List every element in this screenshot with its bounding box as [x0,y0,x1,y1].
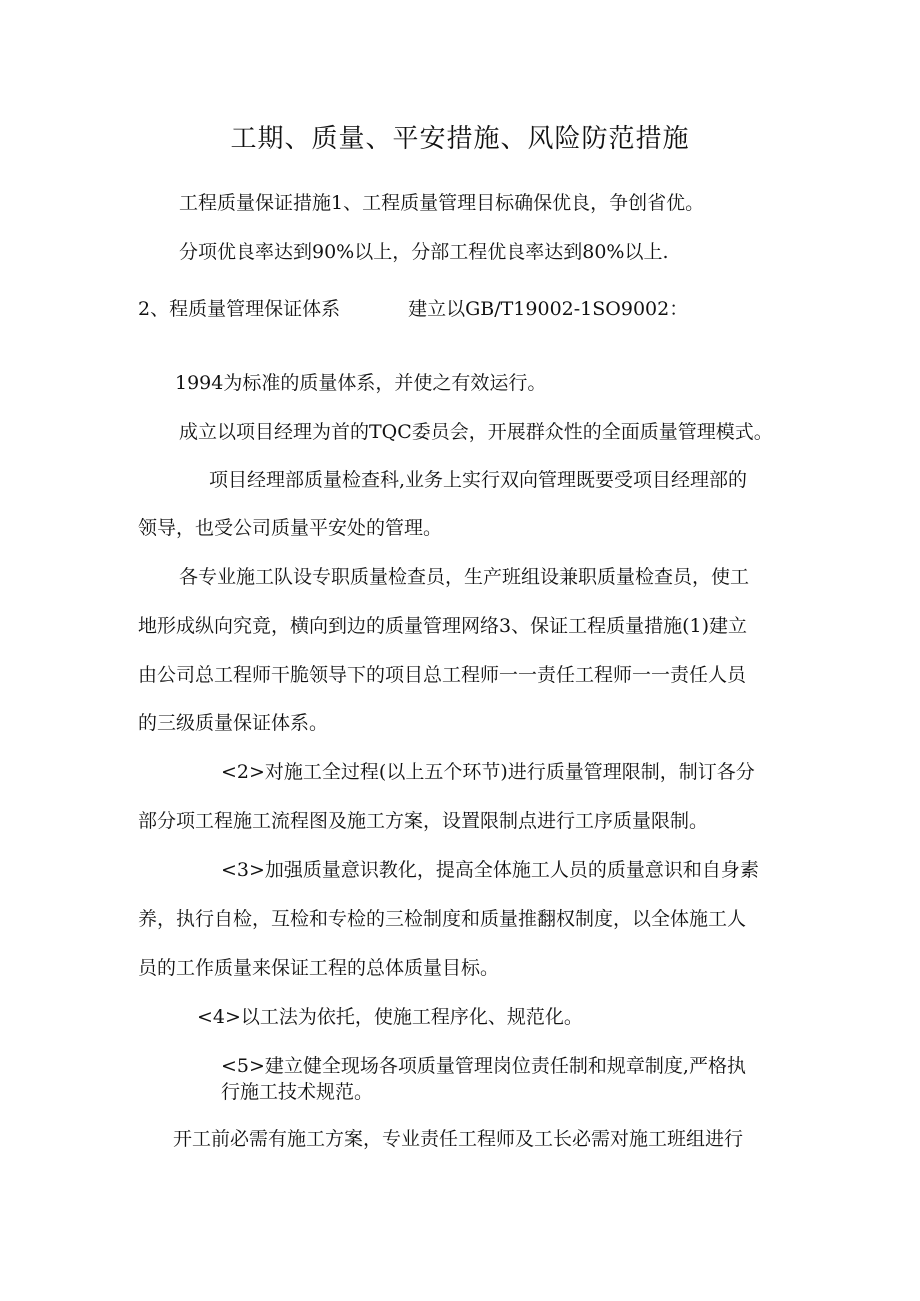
paragraph-line: 各专业施工队设专职质量检查员，生产班组设兼职质量检查员，使工 [179,566,750,588]
paragraph-line: 分项优良率达到90%以上，分部工程优良率达到80%以上. [179,241,669,263]
section-heading: 2、程质量管理保证体系 [138,298,341,320]
paragraph-line: 工程质量保证措施1、工程质量管理目标确保优良，争创省优。 [179,192,705,214]
document-title: 工期、质量、平安措施、风险防范措施 [230,124,690,154]
paragraph-line: 养，执行自检，互检和专检的三检制度和质量推翻权制度，以全体施工人 [138,908,747,930]
section-heading-standard: 建立以GB/T19002-1SO9002： [408,298,689,320]
paragraph-line: <5>建立健全现场各项质量管理岗位责任制和规章制度,严格执 [221,1055,746,1077]
paragraph-line: 的三级质量保证体系。 [138,712,329,734]
paragraph-line: 项目经理部质量检查科,业务上实行双向管理既要受项目经理部的 [209,469,748,491]
paragraph-line: 由公司总工程师干脆领导下的项目总工程师一一责任工程师一一责任人员 [138,664,747,686]
paragraph-line: 开工前必需有施工方案，专业责任工程师及工长必需对施工班组进行 [173,1128,744,1150]
paragraph-line: 成立以项目经理为首的TQC委员会，开展群众性的全面质量管理模式。 [179,421,773,443]
paragraph-line: 行施工技术规范。 [221,1081,374,1103]
paragraph-line: 地形成纵向究竟，横向到边的质量管理网络3、保证工程质量措施(1)建立 [138,615,748,637]
paragraph-line: <3>加强质量意识教化，提高全体施工人员的质量意识和自身素 [221,859,759,881]
paragraph-line: 部分项工程施工流程图及施工方案，设置限制点进行工序质量限制。 [138,810,709,832]
paragraph-line: 领导，也受公司质量平安处的管理。 [138,517,443,539]
paragraph-line: <2>对施工全过程(以上五个环节)进行质量管理限制，制订各分 [221,761,755,783]
paragraph-line: 员的工作质量来保证工程的总体质量目标。 [138,957,500,979]
paragraph-line: 1994为标准的质量体系，并使之有效运行。 [175,372,547,394]
section-heading-line [138,297,688,321]
paragraph-line: <4>以工法为依托，使施工程序化、规范化。 [197,1006,583,1028]
